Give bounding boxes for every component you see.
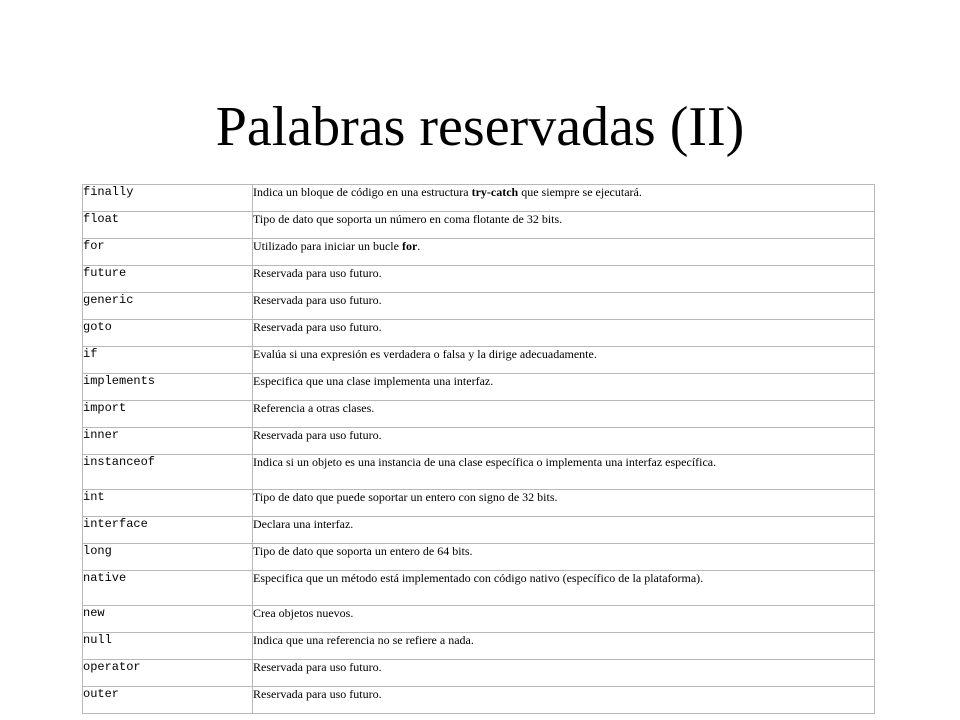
description-text: . bbox=[417, 239, 421, 253]
description-cell bbox=[253, 374, 875, 401]
keyword-cell: operator bbox=[83, 660, 253, 687]
description-text: Reservada para uso futuro. bbox=[253, 660, 382, 674]
description-text: Reservada para uso futuro. bbox=[253, 320, 382, 334]
description-cell bbox=[253, 185, 875, 212]
table-row bbox=[83, 185, 875, 212]
table-row bbox=[83, 239, 875, 266]
description-cell bbox=[253, 347, 875, 374]
description-text: Reservada para uso futuro. bbox=[253, 428, 382, 442]
keyword-cell: for bbox=[83, 239, 253, 266]
description-text: Tipo de dato que puede soportar un entero con signo de 32 bits. bbox=[253, 490, 558, 504]
table-row bbox=[83, 266, 875, 293]
description-cell bbox=[253, 428, 875, 455]
keyword-cell: future bbox=[83, 266, 253, 293]
description-cell bbox=[253, 455, 875, 490]
keyword-cell: instanceof bbox=[83, 455, 253, 490]
description-text: Crea objetos nuevos. bbox=[253, 606, 354, 620]
keyword-cell: import bbox=[83, 401, 253, 428]
description-cell bbox=[253, 266, 875, 293]
keyword-cell: implements bbox=[83, 374, 253, 401]
slide-title: Palabras reservadas (II) bbox=[215, 96, 745, 158]
description-cell bbox=[253, 490, 875, 517]
keyword-cell: finally bbox=[83, 185, 253, 212]
description-text: Declara una interfaz. bbox=[253, 517, 354, 531]
table-row bbox=[83, 428, 875, 455]
description-text: Especifica que un método está implementado con código nativo (específico de la plataforma). bbox=[253, 571, 704, 585]
description-text: que siempre se ejecutará. bbox=[518, 185, 642, 199]
keyword-cell: interface bbox=[83, 517, 253, 544]
table-row bbox=[83, 401, 875, 428]
description-cell bbox=[253, 239, 875, 266]
description-cell bbox=[253, 212, 875, 239]
description-text: Evalúa si una expresión es verdadera o falsa y la dirige adecuadamente. bbox=[253, 347, 597, 361]
keyword-cell: outer bbox=[83, 687, 253, 714]
description-keyword: try-catch bbox=[471, 185, 519, 199]
description-keyword: for bbox=[401, 239, 418, 253]
table-row bbox=[83, 660, 875, 687]
description-text: Reservada para uso futuro. bbox=[253, 266, 382, 280]
description-cell bbox=[253, 660, 875, 687]
description-cell bbox=[253, 544, 875, 571]
table-row bbox=[83, 606, 875, 633]
keyword-cell: inner bbox=[83, 428, 253, 455]
description-cell bbox=[253, 687, 875, 714]
table-row bbox=[83, 212, 875, 239]
keyword-cell: if bbox=[83, 347, 253, 374]
reserved-words-table-body bbox=[83, 185, 875, 714]
description-cell bbox=[253, 320, 875, 347]
description-cell bbox=[253, 633, 875, 660]
keyword-cell: goto bbox=[83, 320, 253, 347]
description-cell bbox=[253, 293, 875, 320]
table-row bbox=[83, 687, 875, 714]
description-cell bbox=[253, 401, 875, 428]
description-text: Tipo de dato que soporta un entero de 64 bits. bbox=[253, 544, 473, 558]
table-row bbox=[83, 455, 875, 490]
keyword-cell: null bbox=[83, 633, 253, 660]
description-cell bbox=[253, 606, 875, 633]
description-cell bbox=[253, 571, 875, 606]
table-row bbox=[83, 320, 875, 347]
keyword-cell: new bbox=[83, 606, 253, 633]
reserved-words-table bbox=[82, 184, 875, 714]
description-text: Utilizado para iniciar un bucle bbox=[253, 239, 402, 253]
keyword-cell: native bbox=[83, 571, 253, 606]
description-cell bbox=[253, 517, 875, 544]
description-text: Especifica que una clase implementa una interfaz. bbox=[253, 374, 494, 388]
table-row bbox=[83, 347, 875, 374]
description-text: Indica que una referencia no se refiere a nada. bbox=[253, 633, 474, 647]
table-row bbox=[83, 374, 875, 401]
description-text: Indica si un objeto es una instancia de una clase específica o implementa una interfaz específica. bbox=[253, 455, 717, 469]
keyword-cell: int bbox=[83, 490, 253, 517]
keyword-cell: float bbox=[83, 212, 253, 239]
table-row bbox=[83, 571, 875, 606]
description-text: Indica un bloque de código en una estructura bbox=[253, 185, 472, 199]
table-row bbox=[83, 490, 875, 517]
description-text: Referencia a otras clases. bbox=[253, 401, 375, 415]
keyword-cell: long bbox=[83, 544, 253, 571]
table-row bbox=[83, 544, 875, 571]
description-text: Reservada para uso futuro. bbox=[253, 687, 382, 701]
description-text: Reservada para uso futuro. bbox=[253, 293, 382, 307]
table-row bbox=[83, 517, 875, 544]
table-row bbox=[83, 633, 875, 660]
table-row bbox=[83, 293, 875, 320]
keyword-cell: generic bbox=[83, 293, 253, 320]
description-text: Tipo de dato que soporta un número en coma flotante de 32 bits. bbox=[253, 212, 563, 226]
